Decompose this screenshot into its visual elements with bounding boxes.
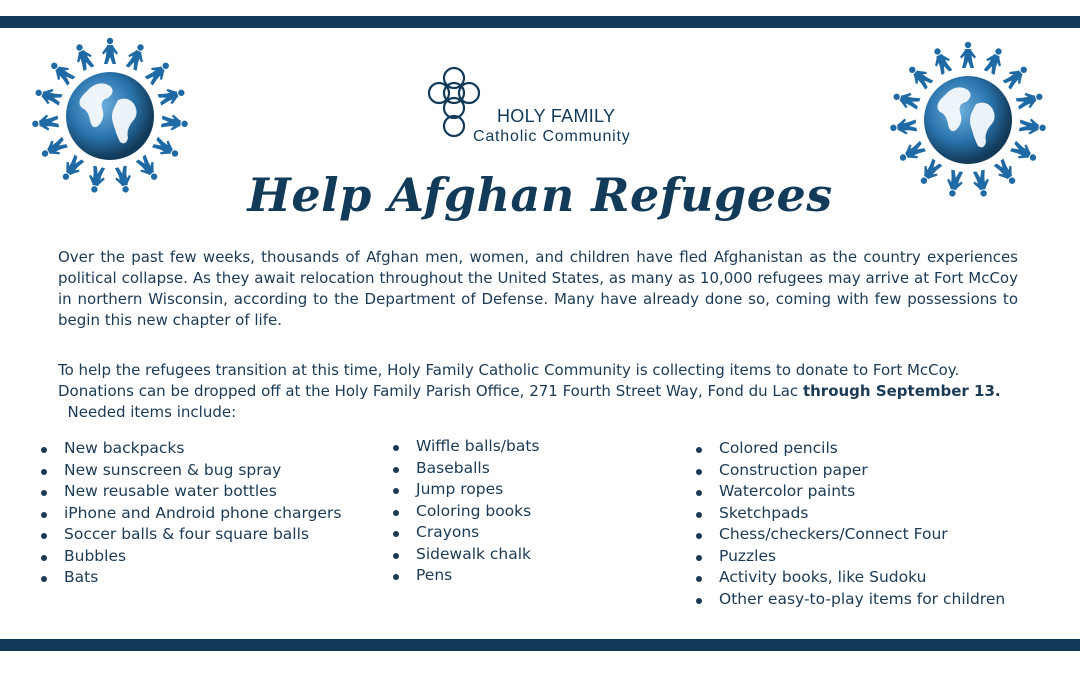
list-item: Construction paper — [696, 460, 1005, 482]
list-item: Chess/checkers/Connect Four — [696, 524, 1005, 546]
intro-paragraph: Over the past few weeks, thousands of Afghan men, women, and children have fled Afghanistan as the country experiences political collapse. As they await relocation throughout the United States, as many as 10,000 refugees may arrive at Fort McCoy in northern Wisconsin, according to the Department of Defense. Many have already done so, coming with few possessions to begin this new chapter of life. — [58, 248, 1018, 329]
list-item: Watercolor paints — [696, 481, 1005, 503]
list-item: Bubbles — [41, 546, 341, 568]
logo-title: HOLY FAMILY — [497, 106, 616, 126]
deadline-text: through September 13. — [802, 382, 1001, 400]
list-item: Pens — [393, 565, 539, 587]
list-item: Sketchpads — [696, 503, 1005, 525]
list-item: Puzzles — [696, 546, 1005, 568]
page-title: Help Afghan Refugees — [247, 168, 833, 222]
items-list-column-1 — [41, 438, 341, 589]
items-list-column-2 — [393, 436, 539, 587]
list-item: New sunscreen & bug spray — [41, 460, 341, 482]
donation-paragraph — [58, 360, 1018, 423]
needed-items-intro: Needed items include: — [58, 403, 237, 421]
bottom-border-bar — [0, 639, 1080, 651]
list-item: New backpacks — [41, 438, 341, 460]
list-item: Bats — [41, 567, 341, 589]
list-item: Soccer balls & four square balls — [41, 524, 341, 546]
list-item: Coloring books — [393, 501, 539, 523]
logo-subtitle: Catholic Community — [473, 128, 631, 145]
items-list-column-3 — [696, 438, 1005, 610]
list-item: iPhone and Android phone chargers — [41, 503, 341, 525]
donation-paragraph-text: To help the refugees transition at this time, Holy Family Catholic Community is collecting items to donate to Fort McCoy. Donations can be dropped off at the Holy Family Parish Office, 271 Fourth Street Way, Fond du Lac — [58, 361, 960, 400]
list-item: Crayons — [393, 522, 539, 544]
list-item: Other easy-to-play items for children — [696, 589, 1005, 611]
list-item: Baseballs — [393, 458, 539, 480]
list-item: Wiffle balls/bats — [393, 436, 539, 458]
holy-family-logo — [424, 66, 664, 146]
top-border-bar — [0, 16, 1080, 28]
list-item: Activity books, like Sudoku — [696, 567, 1005, 589]
list-item: Jump ropes — [393, 479, 539, 501]
list-item: Sidewalk chalk — [393, 544, 539, 566]
list-item: New reusable water bottles — [41, 481, 341, 503]
list-item: Colored pencils — [696, 438, 1005, 460]
